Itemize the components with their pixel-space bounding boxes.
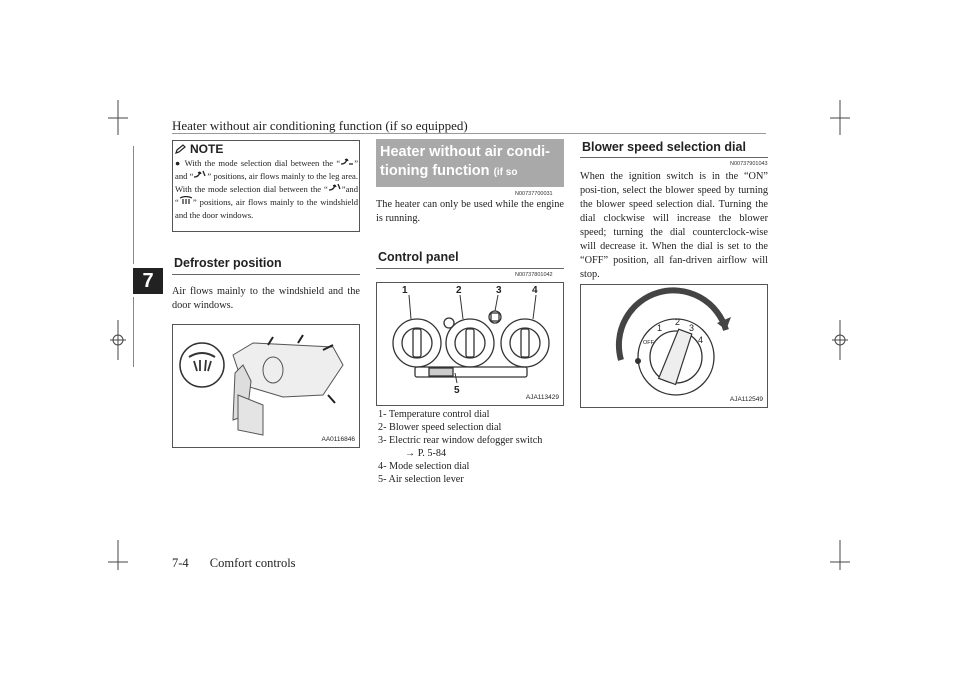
list-item: 1- Temperature control dial (378, 409, 490, 420)
list-item: 5- Air selection lever (378, 474, 464, 485)
heater-heading-sub: (if so equipped) (380, 167, 518, 198)
callout-5: 5 (454, 385, 460, 396)
chapter-tab: 7 (133, 268, 163, 294)
defroster-figure-id: AA0116846 (321, 436, 355, 443)
dial-label-1: 1 (657, 323, 663, 333)
note-text-part: ” positions, air flows mainly to the leg area. With the mode selection dial between the “ (175, 171, 358, 194)
defroster-illustration (173, 325, 359, 447)
callout-4: 4 (532, 285, 538, 296)
control-panel-ref-code: N00737801042 (515, 272, 553, 278)
callout-3: 3 (496, 285, 502, 296)
control-panel-illustration (377, 283, 563, 405)
defroster-icon (179, 196, 193, 205)
blower-figure (580, 284, 768, 408)
control-panel-figure (376, 282, 564, 406)
heater-ref-code: N00737700031 (515, 191, 553, 197)
page-header-title: Heater without air conditioning function (if so equipped) (172, 118, 468, 133)
note-text (175, 157, 358, 222)
defroster-heading-rule (172, 274, 360, 275)
defroster-body: Air flows mainly to the windshield and the door windows. (172, 286, 360, 311)
dial-label-off: OFF (643, 340, 654, 346)
blower-heading-rule (580, 157, 768, 158)
list-item: 3- Electric rear window defogger switch (378, 435, 543, 446)
note-text-part: ” positions, air flows mainly to the windshield and the door windows. (175, 197, 358, 220)
control-panel-heading-rule (376, 268, 564, 269)
feet-windshield-airflow-icon (193, 170, 207, 179)
heater-body: The heater can only be used while the engine is running. (376, 199, 564, 224)
defroster-figure (172, 324, 360, 448)
control-panel-figure-id: AJA113429 (525, 394, 559, 401)
footer-section: Comfort controls (209, 556, 296, 570)
note-label-text: NOTE (190, 142, 224, 156)
blower-figure-id: AJA112549 (729, 396, 763, 403)
note-text-part: With the mode selection dial between the “ (184, 158, 341, 168)
blower-dial-illustration (581, 285, 767, 407)
dial-label-4: 4 (698, 335, 704, 345)
list-item-ref: → P. 5-84 (405, 448, 447, 459)
control-panel-heading: Control panel (378, 250, 459, 264)
bullet-icon: ● (175, 158, 182, 168)
note-text-part: ”and “ (175, 184, 358, 207)
callout-1: 1 (402, 285, 408, 296)
dial-label-3: 3 (689, 323, 695, 333)
callout-2: 2 (456, 285, 462, 296)
heater-heading-main: Heater without air condi-tioning function (380, 144, 550, 179)
blower-body: When the ignition switch is in the “ON” posi-tion, select the blower speed by turning the blower speed selection dial. Turning the dial clockwise will increase the blower speed; turning the dial counterclock-wise will decrease it. When the dial is set to the “OFF” position, all fan-driven airflow will stop. (580, 171, 768, 280)
feet-windshield-airflow-icon (328, 183, 342, 192)
feet-airflow-icon (340, 157, 354, 166)
header-rule (172, 133, 766, 134)
list-item: 4- Mode selection dial (378, 461, 470, 472)
page-number: 7-4 (172, 556, 189, 570)
defroster-heading: Defroster position (174, 256, 282, 270)
note-label (175, 142, 223, 156)
blower-heading: Blower speed selection dial (582, 140, 746, 154)
control-panel-list (378, 408, 542, 486)
pencil-icon (175, 144, 187, 154)
note-text-part: ” and “ (175, 158, 359, 181)
chapter-bar-lower (133, 297, 134, 367)
dial-label-2: 2 (675, 317, 681, 327)
list-item: 2- Blower speed selection dial (378, 422, 502, 433)
chapter-bar (133, 146, 134, 264)
blower-ref-code: N00737901043 (730, 161, 768, 167)
page-footer (172, 556, 296, 571)
